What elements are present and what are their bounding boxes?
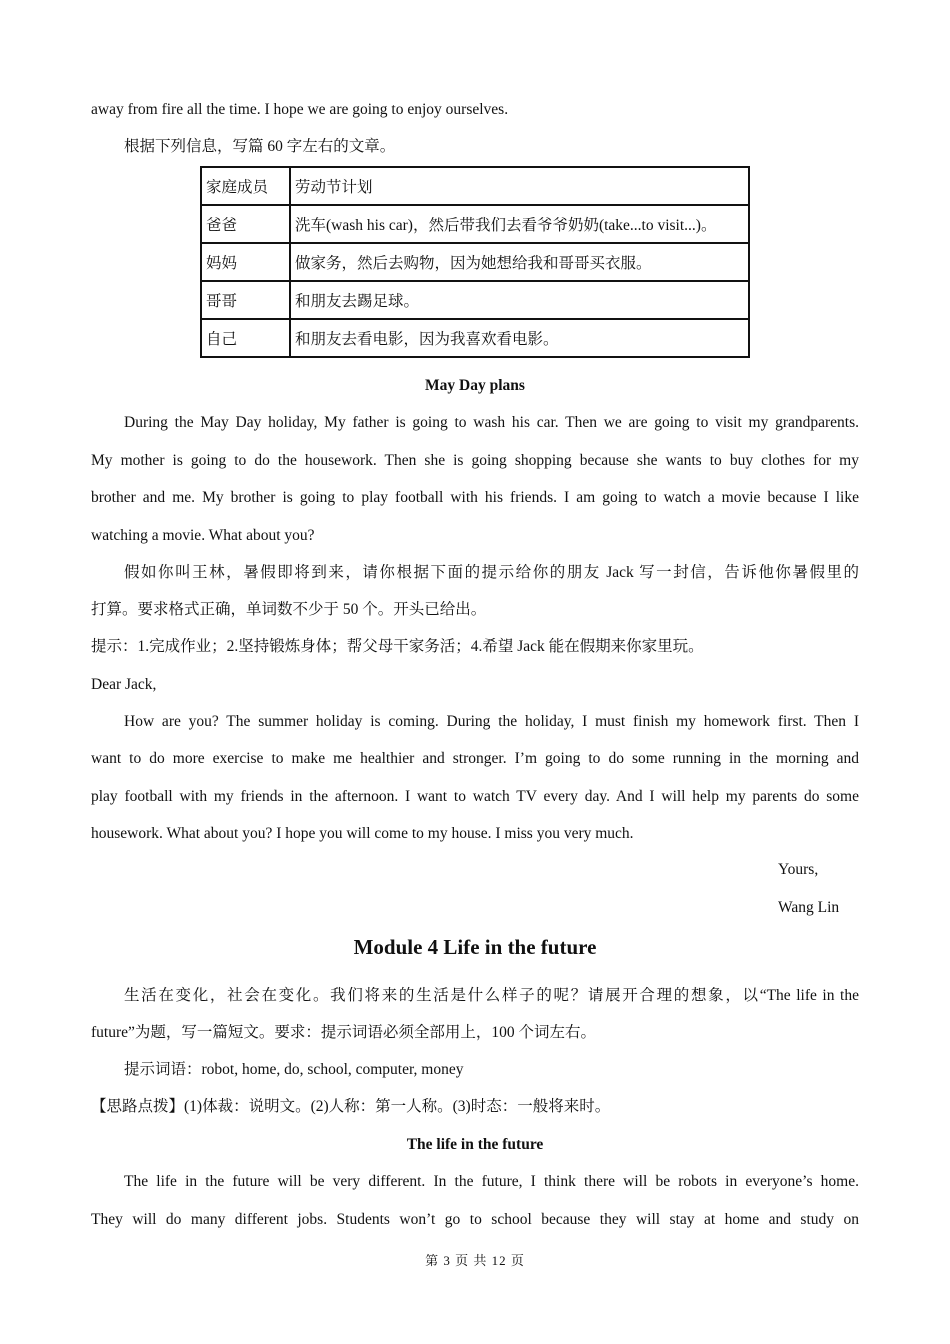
table-header-cell: 家庭成员	[201, 167, 290, 205]
letter-greeting: Dear Jack,	[91, 676, 157, 693]
essay-line: brother and me. My brother is going to play football with his friends. I am going to watch a movie because I like	[91, 489, 859, 506]
essay-line: watching a movie. What about you?	[91, 527, 315, 544]
table-cell: 洗车(wash his car)，然后带我们去看爷爷奶奶(take...to visit...)。	[290, 205, 749, 243]
table-header-row	[201, 167, 749, 205]
task-instruction: future”为题，写一篇短文。要求：提示词语必须全部用上，100 个词左右。	[91, 1024, 597, 1041]
essay-line: They will do many different jobs. Students won’t go to school because they will stay at home and study on	[91, 1211, 859, 1228]
table-cell: 妈妈	[201, 243, 290, 281]
writing-tips: 【思路点拨】(1)体裁：说明文。(2)人称：第一人称。(3)时态：一般将来时。	[91, 1098, 611, 1115]
table-cell: 和朋友去看电影，因为我喜欢看电影。	[290, 319, 749, 357]
essay-line: During the May Day holiday, My father is going to wash his car. Then we are going to visit my grandparents.	[124, 414, 859, 431]
table-cell: 和朋友去踢足球。	[290, 281, 749, 319]
letter-line: housework. What about you? I hope you will come to my house. I miss you very much.	[91, 825, 634, 842]
task-hint: 提示：1.完成作业；2.坚持锻炼身体；帮父母干家务活；4.希望 Jack 能在假期来你家里玩。	[91, 638, 704, 655]
table-row	[201, 243, 749, 281]
table-row	[201, 319, 749, 357]
letter-line: How are you? The summer holiday is coming. During the holiday, I must finish my homework first. Then I	[124, 713, 859, 730]
task-instruction: 生活在变化，社会在变化。我们将来的生活是什么样子的呢？请展开合理的想象，以“The life in the	[124, 987, 859, 1004]
task-instruction: 打算。要求格式正确，单词数不少于 50 个。开头已给出。	[91, 601, 487, 618]
letter-closing: Yours,	[778, 861, 819, 878]
continued-text: away from fire all the time. I hope we are going to enjoy ourselves.	[91, 101, 509, 118]
plan-table	[200, 166, 750, 358]
table-cell: 做家务，然后去购物，因为她想给我和哥哥买衣服。	[290, 243, 749, 281]
task-instruction: 假如你叫王林，暑假即将到来，请你根据下面的提示给你的朋友 Jack 写一封信，告诉他你暑假里的	[124, 564, 859, 581]
keyword-hint: 提示词语：robot, home, do, school, computer, money	[124, 1061, 464, 1078]
letter-signature: Wang Lin	[778, 899, 840, 916]
table-row	[201, 281, 749, 319]
table-cell: 自己	[201, 319, 290, 357]
essay-title: May Day plans	[425, 377, 525, 394]
table-cell: 哥哥	[201, 281, 290, 319]
page-number: 第 3 页 共 12 页	[425, 1253, 525, 1268]
module-title: Module 4 Life in the future	[353, 935, 597, 959]
table-header-cell: 劳动节计划	[290, 167, 749, 205]
letter-line: play football with my friends in the afternoon. I want to watch TV every day. And I will help my parents do some	[91, 788, 859, 805]
letter-line: want to do more exercise to make me healthier and stronger. I’m going to do some running in the morning and	[91, 750, 859, 767]
essay-title: The life in the future	[406, 1136, 544, 1153]
essay-line: The life in the future will be very different. In the future, I think there will be robots in everyone’s home.	[124, 1173, 859, 1190]
essay-line: My mother is going to do the housework. Then she is going shopping because she wants to buy clothes for my	[91, 452, 859, 469]
task-instruction: 根据下列信息，写篇 60 字左右的文章。	[124, 138, 396, 155]
table-cell: 爸爸	[201, 205, 290, 243]
table-row	[201, 205, 749, 243]
